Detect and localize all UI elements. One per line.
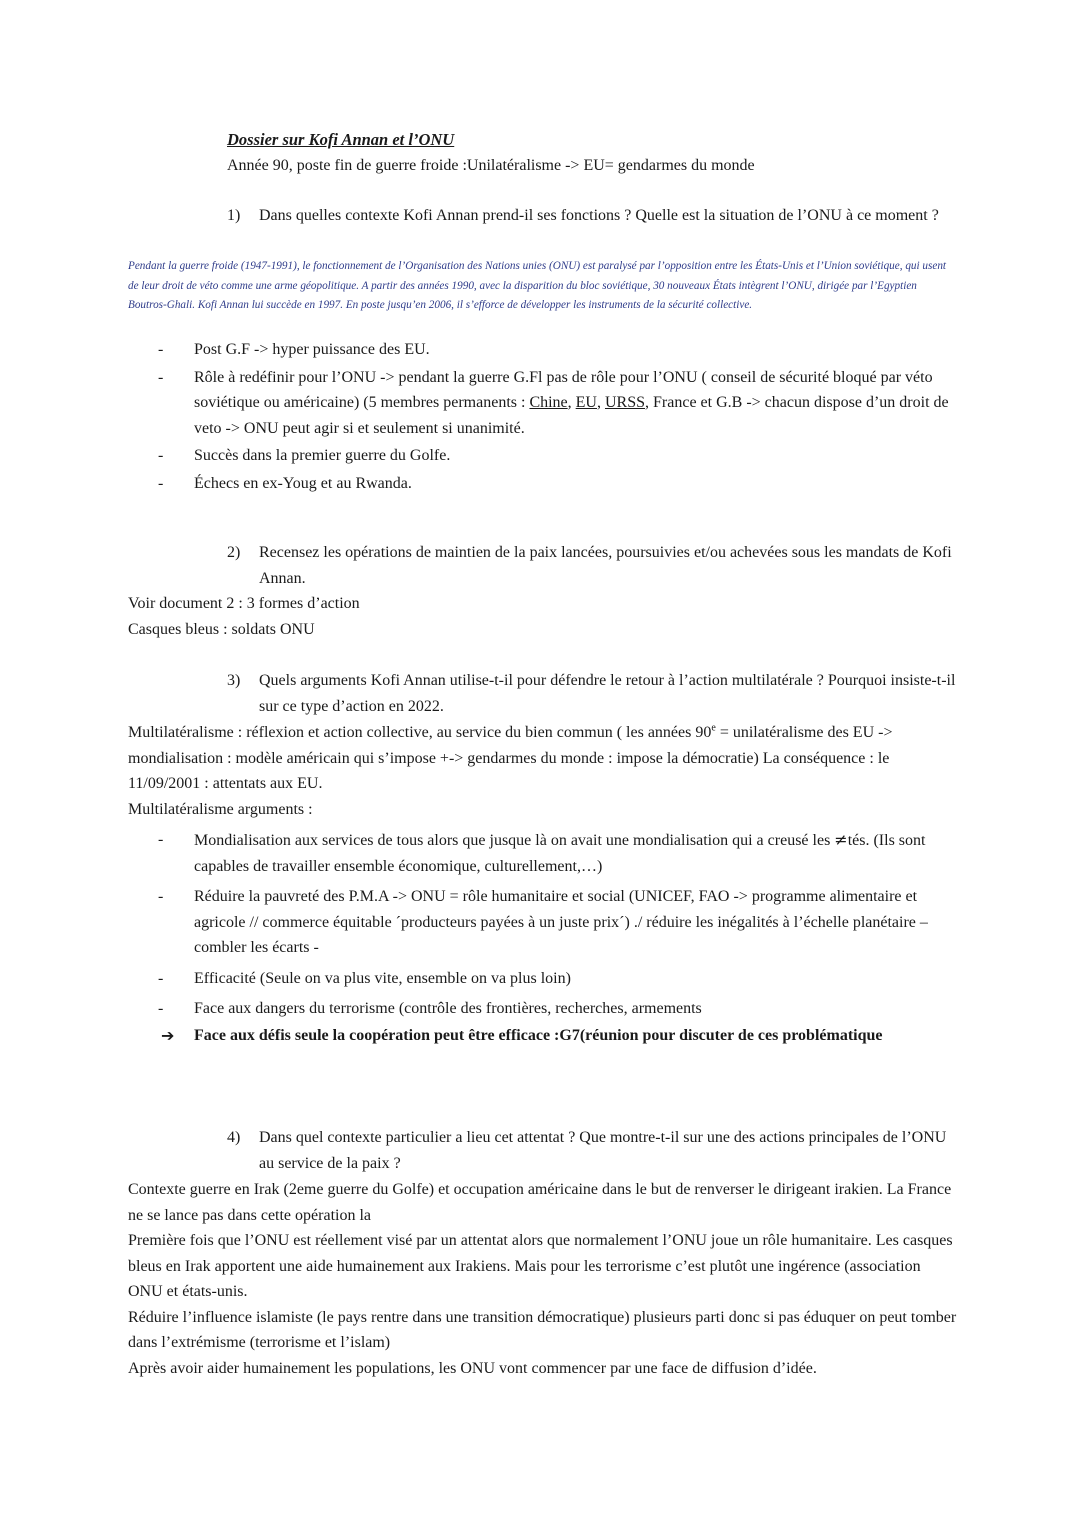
conclusion — [128, 1023, 958, 1049]
answer-3-list — [128, 827, 958, 1025]
conclusion-text: Face aux défis seule la coopération peut être efficace :G7(réunion pour discuter de ces problématique — [194, 1027, 883, 1044]
question-4 — [227, 1125, 957, 1176]
underlined-term: Chine — [529, 394, 568, 411]
header — [227, 127, 987, 179]
answer-3-intro — [128, 720, 958, 822]
question-1 — [227, 203, 967, 229]
question-text: Quels arguments Kofi Annan utilise-t-il pour défendre le retour à l’action multilatérale ? Pourquoi insiste-t-il sur ce type d’action en 2022. — [259, 672, 956, 715]
list-item: - Réduire la pauvreté des P.M.A -> ONU = rôle humanitaire et social (UNICEF, FAO -> programme alimentaire et agricole // commerce équitable ´producteurs payées à un juste prix´) ./ réduire les inégalités à l’échelle planétaire – combler les écarts - — [128, 884, 958, 961]
arguments-heading: Multilatéralisme arguments : — [128, 800, 313, 818]
list-item: - Échecs en ex-Youg et au Rwanda. — [128, 471, 958, 497]
list-item: - Efficacité (Seule on va plus vite, ensemble on va plus loin) — [128, 966, 958, 992]
textbook-quote: Pendant la guerre froide (1947-1991), le fonctionnement de l’Organisation des Nations unies (ONU) est paralysé par l’opposition entre les États-Unis et l’Union soviétique, qui usent de leur droit de véto comme une arme géopolitique. A partir des années 1990, avec la disparition du bloc soviétique, 30 nouveaux États intègrent l’ONU, dirigée par l’Egyptien Boutros-Ghali. Kofi Annan lui succède en 1997. En poste jusqu’en 2006, il s’efforce de développer les instruments de la sécurité collective. — [128, 260, 947, 311]
answer-paragraph: Contexte guerre en Irak (2eme guerre du Golfe) et occupation américaine dans le but de renverser le dirigeant irakien. La France ne se lance pas dans cette opération la — [128, 1181, 952, 1224]
document-subtitle: Année 90, poste fin de guerre froide :Unilatéralisme -> EU= gendarmes du monde — [227, 157, 755, 174]
list-item: - Rôle à redéfinir pour l’ONU -> pendant la guerre G.Fl pas de rôle pour l’ONU ( conseil de sécurité bloqué par véto soviétique ou américaine) (5 membres permanents : Chine, EU, URSS, France et G.B -> chacun dispose d’un droit de veto -> ONU peut agir si et seulement si unanimité. — [128, 365, 958, 442]
arrow-right-icon: ➔ — [161, 1026, 175, 1045]
document-title: Dossier sur Kofi Annan et l’ONU — [227, 130, 455, 149]
question-number: 2) — [227, 544, 241, 561]
answer-1-list — [128, 337, 958, 496]
list-item: - Mondialisation aux services de tous alors que jusque là on avait une mondialisation qui a creusé les ≠tés. (Ils sont capables de travailler ensemble économique, culturellement,…) — [128, 827, 958, 879]
list-item: - Post G.F -> hyper puissance des EU. — [128, 337, 958, 363]
answer-2 — [128, 591, 958, 642]
question-text: Recensez les opérations de maintien de la paix lancées, poursuivies et/ou achevées sous les mandats de Kofi Annan. — [259, 544, 952, 587]
answer-paragraph: Multilatéralisme : réflexion et action collective, au service du bien commun ( les années $90^e$ = unilatéralisme des EU -> mondialisation : modèle américain qui s’impose +-> gendarmes du monde : impose la démocratie) La conséquence : le 11/09/2001 : attentats aux EU. — [128, 722, 893, 792]
question-3 — [227, 668, 962, 719]
question-number: 3) — [227, 672, 241, 689]
answer-paragraph: Première fois que l’ONU est réellement visé par un attentat alors que normalement l’ONU joue un rôle humanitaire. Les casques bleus en Irak apportent une aide humainement aux Irakiens. Mais pour les terrorisme c’est plutôt une ingérence (association ONU et états-unis. — [128, 1232, 953, 1300]
question-number: 1) — [227, 207, 241, 224]
answer-4 — [128, 1177, 958, 1381]
underlined-term: EU — [575, 394, 597, 411]
list-item: - Succès dans la premier guerre du Golfe. — [128, 443, 958, 469]
question-2 — [227, 540, 967, 591]
not-equal-symbol: ≠ — [834, 830, 848, 849]
question-number: 4) — [227, 1129, 241, 1146]
answer-line: Casques bleus : soldats ONU — [128, 620, 315, 638]
answer-line: Voir document 2 : 3 formes d’action — [128, 595, 360, 612]
answer-paragraph: Réduire l’influence islamiste (le pays rentre dans une transition démocratique) plusieurs parti donc si pas éduquer on peut tomber dans l’extrémisme (terrorisme et l’islam) — [128, 1308, 957, 1351]
underlined-term: URSS — [604, 394, 646, 411]
question-text: Dans quelles contexte Kofi Annan prend-il ses fonctions ? Quelle est la situation de l’ONU à ce moment ? — [259, 207, 939, 224]
list-item: - Face aux dangers du terrorisme (contrôle des frontières, recherches, armements — [128, 996, 958, 1022]
answer-paragraph: Après avoir aider humainement les populations, les ONU vont commencer par une face de diffusion d’idée. — [128, 1359, 817, 1377]
question-text: Dans quel contexte particulier a lieu cet attentat ? Que montre-t-il sur une des actions principales de l’ONU au service de la paix ? — [259, 1129, 947, 1172]
